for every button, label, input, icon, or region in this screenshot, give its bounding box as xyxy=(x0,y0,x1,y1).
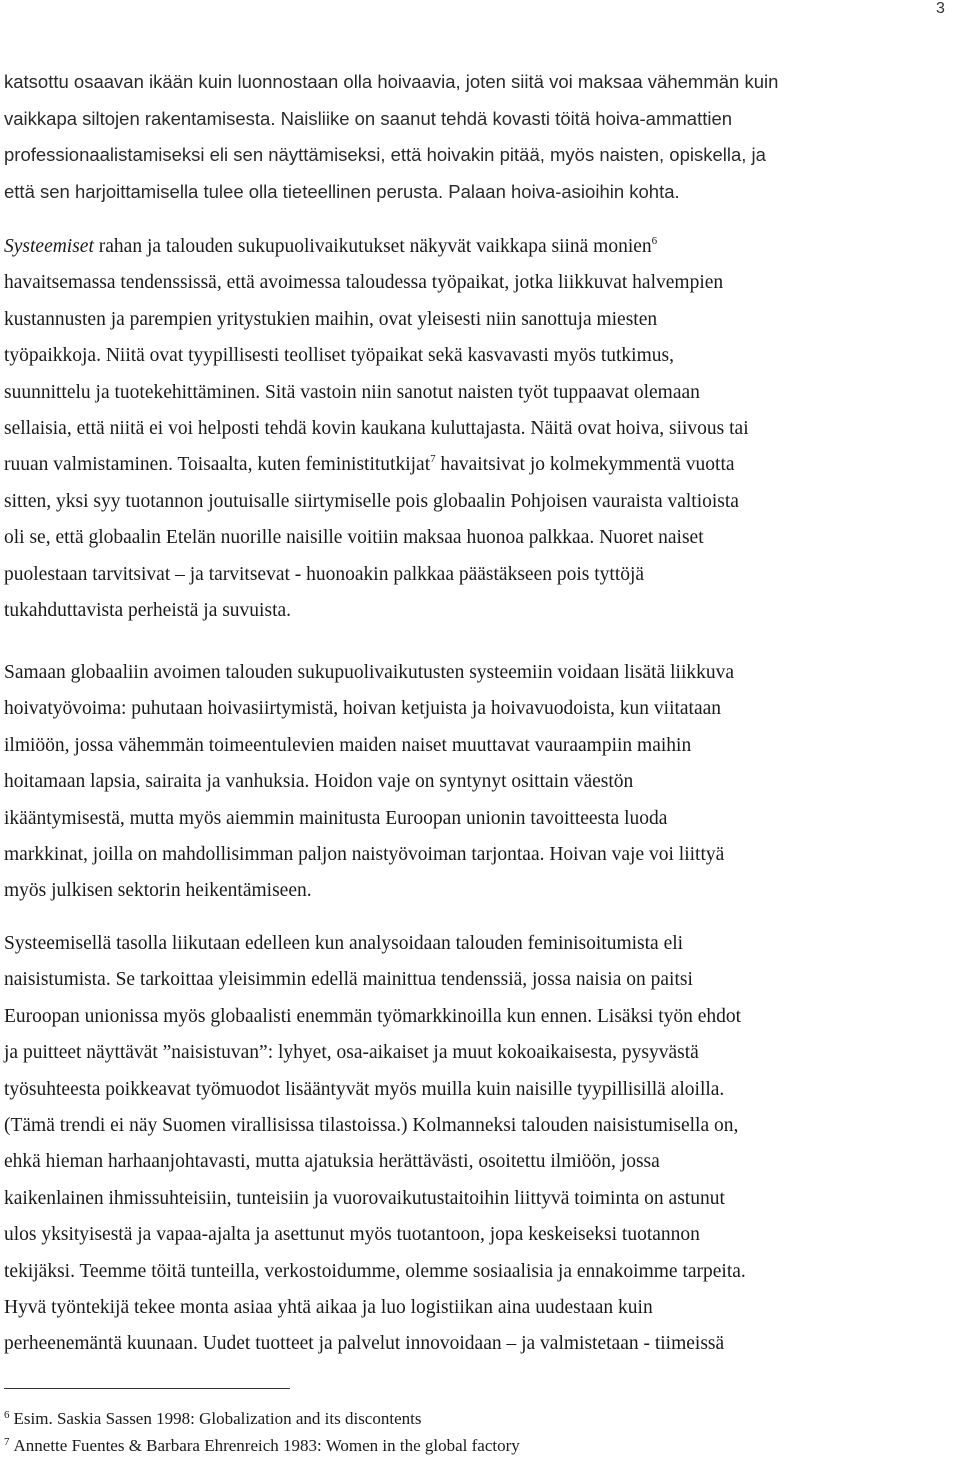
paragraph-1-line: että sen harjoittamisella tulee olla tieteellinen perusta. Palaan hoiva-asioihin kohta. xyxy=(4,180,680,202)
footnote-text: Esim. Saskia Sassen 1998: Globalization and its discontents xyxy=(13,1409,422,1428)
paragraph-3-line: myös julkisen sektorin heikentämiseen. xyxy=(4,880,312,902)
paragraph-2-line: puolestaan tarvitsivat – ja tarvitsevat - huonoakin palkkaa päästäkseen pois tyttöjä xyxy=(4,563,645,585)
page-number: 3 xyxy=(936,0,945,17)
paragraph-3-line: markkinat, joilla on mahdollisimman paljon naistyövoiman tarjontaa. Hoivan vaje voi liittyä xyxy=(4,844,725,866)
paragraph-2-line-text: havaitsivat jo kolmekymmentä vuotta xyxy=(435,454,735,476)
paragraph-4-line: ja puitteet näyttävät ”naisistuvan”: lyhyet, osa-aikaiset ja muut kokoaikaisesta, pysyvästä xyxy=(4,1042,699,1064)
paragraph-2-first-line xyxy=(4,229,956,265)
paragraph-4-line: ulos yksityisestä ja vapaa-ajalta ja asettunut myös tuotantoon, jopa keskeiseksi tuotannon xyxy=(4,1224,700,1246)
paragraph-2-line: sitten, yksi syy tuotannon joutuisalle siirtymiselle pois globaalin Pohjoisen vauraista valtioista xyxy=(4,490,739,512)
paragraph-4-line: kaikenlainen ihmissuhteisiin, tunteisiin ja vuorovaikutustaitoihin liittyvä toiminta on astunut xyxy=(4,1187,725,1209)
paragraph-1 xyxy=(4,64,956,210)
footnote-text: Annette Fuentes & Barbara Ehrenreich 1983: Women in the global factory xyxy=(13,1436,520,1455)
paragraph-4-line: työsuhteesta poikkeavat työmuodot lisääntyvät myös muilla kuin naisille tyypillisillä aloilla. xyxy=(4,1078,725,1100)
footnote-divider xyxy=(4,1388,290,1389)
footnote-mark: 6 xyxy=(4,1409,10,1421)
paragraph-4-line: Euroopan unionissa myös globaalisti enemmän työmarkkinoilla kun ennen. Lisäksi työn ehdot xyxy=(4,1005,742,1027)
paragraph-2-line: työpaikkoja. Niitä ovat tyypillisesti teolliset työpaikat sekä kasvavasti myös tutkimus, xyxy=(4,345,674,367)
paragraph-4-line: naisistumista. Se tarkoittaa yleisimmin edellä mainittua tendenssiä, jossa naisia on paitsi xyxy=(4,969,693,991)
paragraph-2-line: kustannusten ja parempien yritystukien maihin, ovat yleisesti niin sanottuja miesten xyxy=(4,308,658,330)
paragraph-2 xyxy=(4,229,956,629)
paragraph-2-line-text: ruuan valmistaminen. Toisaalta, kuten feministitutkijat xyxy=(4,454,431,476)
footnote-7 xyxy=(4,1432,956,1459)
footnote-ref-6[interactable]: 6 xyxy=(651,235,658,247)
paragraph-3-line: hoitamaan lapsia, sairaita ja vanhuksia. Hoidon vaje on syntynyt osittain väestön xyxy=(4,771,634,793)
paragraph-1-line: katsottu osaavan ikään kuin luonnostaan olla hoivaavia, joten siitä voi maksaa vähemmän kuin xyxy=(4,71,779,92)
footnote-6 xyxy=(4,1405,956,1432)
paragraph-2-line: suunnittelu ja tuotekehittäminen. Sitä vastoin niin sanotut naisten työt tuppaavat olemaan xyxy=(4,381,700,403)
paragraph-4-line: Systeemisellä tasolla liikutaan edelleen kun analysoidaan talouden feminisoitumista eli xyxy=(4,933,684,954)
paragraph-4 xyxy=(4,926,956,1363)
paragraph-4-line: ehkä hieman harhaanjohtavasti, mutta ajatuksia herättävästi, osoitettu ilmiöön, jossa xyxy=(4,1151,660,1173)
paragraph-4-line: tekijäksi. Teemme töitä tunteilla, verkostoidumme, olemme sosiaalisia ja ennakoimme tarpeita. xyxy=(4,1260,746,1282)
paragraph-2-line-text: rahan ja talouden sukupuolivaikutukset näkyvät vaikkapa siinä monien xyxy=(93,236,652,257)
paragraph-2-line: tukahduttavista perheistä ja suvuista. xyxy=(4,600,292,622)
paragraph-3-line: ilmiöön, jossa vähemmän toimeentulevien maiden naiset muuttavat vauraampiin maihin xyxy=(4,734,692,756)
footnote-mark: 7 xyxy=(4,1436,10,1448)
paragraph-3-line: Samaan globaaliin avoimen talouden sukupuolivaikutusten systeemiin voidaan lisätä liikkuva xyxy=(4,662,735,683)
paragraph-2-line: havaitsemassa tendenssissä, että avoimessa taloudessa työpaikat, jotka liikkuvat halvempien xyxy=(4,272,724,294)
footnote-ref-7[interactable]: 7 xyxy=(430,453,436,466)
paragraph-2-line-with-ref xyxy=(4,447,956,483)
italic-term: Systeemiset xyxy=(4,236,94,257)
footnotes xyxy=(4,1405,956,1459)
paragraph-2-line: sellaisia, että niitä ei voi helposti tehdä kovin kaukana kuluttajasta. Näitä ovat hoiva, siivous tai xyxy=(4,418,749,440)
paragraph-4-line: (Tämä trendi ei näy Suomen virallisissa tilastoissa.) Kolmanneksi talouden naisistumisella on, xyxy=(4,1115,739,1137)
paragraph-2-line: oli se, että globaalin Etelän nuorille naisille voitiin maksaa huonoa palkkaa. Nuoret naiset xyxy=(4,527,704,549)
paragraph-3 xyxy=(4,655,956,910)
paragraph-3-line: hoivatyövoima: puhutaan hoivasiirtymistä, hoivan ketjuista ja hoivavuodoista, kun viitataan xyxy=(4,698,722,720)
paragraph-1-line: vaikkapa siltojen rakentamisesta. Naisliike on saanut tehdä kovasti töitä hoiva-ammattien xyxy=(4,107,733,129)
paragraph-1-line: professionaalistamiseksi eli sen näyttämiseksi, että hoivakin pitää, myös naisten, opiskella, ja xyxy=(4,144,766,165)
paragraph-4-line: perheenemäntä kuunaan. Uudet tuotteet ja palvelut innovoidaan – ja valmistetaan - tiimeissä xyxy=(4,1333,725,1355)
paragraph-4-line: Hyvä työntekijä tekee monta asiaa yhtä aikaa ja luo logistiikan aina uudestaan kuin xyxy=(4,1297,653,1319)
paragraph-3-line: ikääntymisestä, mutta myös aiemmin mainitusta Euroopan unionin tavoitteesta luoda xyxy=(4,807,668,829)
